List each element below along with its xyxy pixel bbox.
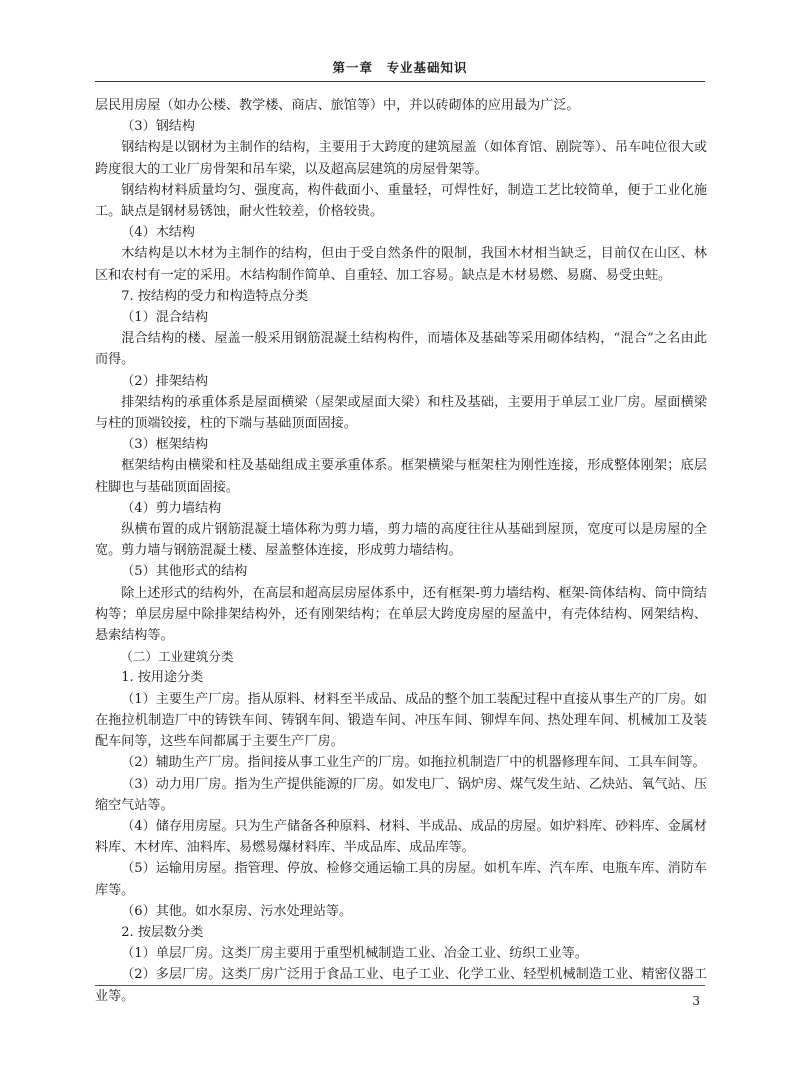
footer-rule (95, 985, 705, 986)
paragraph: 钢结构材料质量均匀、强度高，构件截面小、重量轻，可焊性好，制造工艺比较简单，便于工业化施工。缺点是钢材易锈蚀，耐火性较差，价格较贵。 (95, 182, 707, 220)
paragraph: （5）运输用房屋。指管理、停放、检修交通运输工具的房屋。如机车库、汽车库、电瓶车库、消防车库等。 (95, 861, 707, 898)
page-body (95, 95, 707, 1007)
paragraph: （3）框架结构 (121, 437, 209, 453)
paragraph: （4）木结构 (121, 225, 195, 241)
paragraph: 框架结构由横梁和柱及基础组成主要承重体系。框架横梁与框架柱为刚性连接，形成整体刚架；底层柱脚也与基础顶面固接。 (95, 458, 707, 495)
paragraph: （二）工业建筑分类 (120, 649, 234, 665)
paragraph: 木结构是以木材为主制作的结构，但由于受自然条件的限制，我国木材相当缺乏，目前仅在山区、林区和农村有一定的采用。木结构制作简单、自重轻、加工容易。缺点是木材易燃、易腐、易受虫蛀。 (95, 246, 707, 283)
header-rule (95, 81, 705, 82)
paragraph: 1. 按用途分类 (121, 670, 204, 686)
paragraph: 除上述形式的结构外，在高层和超高层房屋体系中，还有框架-剪力墙结构、框架-筒体结构、筒中筒结构等；单层房屋中除排架结构外，还有刚架结构；在单层大跨度房屋的屋盖中，有壳体结构、网架结构、悬索结构等。 (95, 585, 707, 644)
paragraph: （1）混合结构 (121, 310, 209, 326)
paragraph: 7. 按结构的受力和构造特点分类 (121, 288, 309, 304)
paragraph: （2）辅助生产厂房。指间接从事工业生产的厂房。如拖拉机制造厂中的机器修理车间、工具车间等。 (121, 755, 706, 771)
paragraph: （5）其他形式的结构 (121, 564, 248, 580)
paragraph: （1）单层厂房。这类厂房主要用于重型机械制造工业、冶金工业、纺织工业等。 (121, 946, 588, 962)
paragraph: （2）排架结构 (121, 373, 209, 389)
paragraph: 钢结构是以钢材为主制作的结构，主要用于大跨度的建筑屋盖（如体育馆、剧院等）、吊车吨位很大或跨度很大的工业厂房骨架和吊车梁，以及超高层建筑的房屋骨架等。 (95, 140, 707, 177)
paragraph: （6）其他。如水泵房、污水处理站等。 (121, 903, 353, 919)
paragraph: 排架结构的承重体系是屋面横梁（屋架或屋面大梁）和柱及基础，主要用于单层工业厂房。屋面横梁与柱的顶端铰接，柱的下端与基础顶面固接。 (95, 394, 707, 432)
page-number: 3 (692, 994, 700, 1008)
running-header: 第一章 专业基础知识 (332, 60, 468, 75)
paragraph: （1）主要生产厂房。指从原料、材料至半成品、成品的整个加工装配过程中直接从事生产的厂房。如在拖拉机制造厂中的铸铁车间、铸钢车间、锻造车间、冲压车间、铆焊车间、热处理车间、机械加工及装配车间等，这些车间都属于主要生产厂房。 (95, 691, 707, 750)
paragraph: （3）钢结构 (121, 119, 195, 135)
paragraph: （3）动力用厂房。指为生产提供能源的厂房。如发电厂、锅炉房、煤气发生站、乙炔站、氧气站、压缩空气站等。 (95, 776, 707, 813)
paragraph: （4）剪力墙结构 (121, 500, 222, 516)
paragraph: 混合结构的楼、屋盖一般采用钢筋混凝土结构构件，而墙体及基础等采用砌体结构，“混合”之名由此而得。 (95, 331, 707, 368)
paragraph: 层民用房屋（如办公楼、教学楼、商店、旅馆等）中，并以砖砌体的应用最为广泛。 (95, 98, 580, 113)
paragraph: 纵横布置的成片钢筋混凝土墙体称为剪力墙，剪力墙的高度往往从基础到屋顶，宽度可以是房屋的全宽。剪力墙与钢筋混凝土楼、屋盖整体连接，形成剪力墙结构。 (95, 522, 707, 559)
paragraph: 2. 按层数分类 (121, 924, 204, 940)
paragraph: （2）多层厂房。这类厂房广泛用于食品工业、电子工业、化学工业、轻型机械制造工业、精密仪器工业等。 (95, 967, 707, 1004)
paragraph: （4）储存用房屋。只为生产储备各种原料、材料、半成品、成品的房屋。如炉料库、砂料库、金属材料库、木材库、油料库、易燃易爆材料库、半成品库、成品库等。 (95, 818, 707, 856)
